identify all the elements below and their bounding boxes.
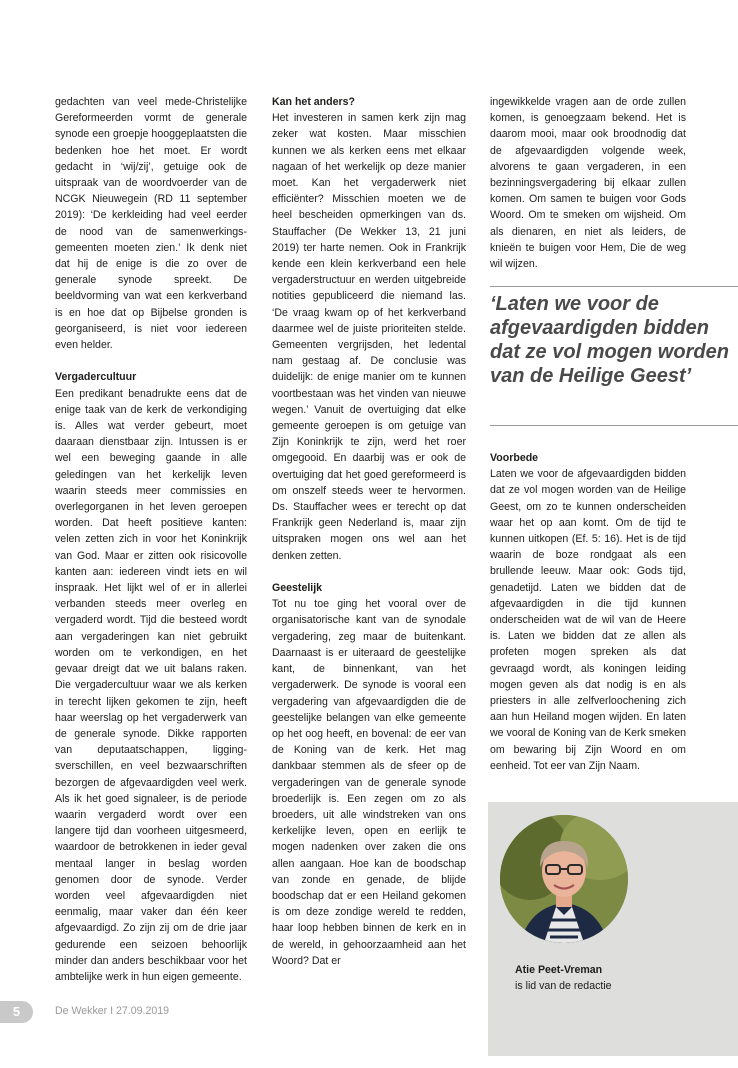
author-photo <box>500 815 628 943</box>
article-column-2 <box>272 94 466 969</box>
pull-quote <box>490 286 738 426</box>
article-column-1 <box>55 94 247 985</box>
body-paragraph: Tot nu toe ging het vooral over de organisatorische kant van de synodale vergadering, zeg maar de buitenkant. Daarnaast is er uiteraard de geestelijke kant, de binnenkant, van het vergaderwerk. De synode is vooral een vergadering van afgevaardigden die de geestelijke belangen van elke gemeente op het oog heeft, en bovenal: de eer van de Koning van de kerk. Het mag dankbaar stemmen als de sfeer op de vergaderingen van de generale synode broederlijk is. Een zegen om zo als broeders, uit alle windstreken van ons kerkelijke leven, open en eerlijk te mogen nadenken over zaken die ons allen aangaan. Hoe kan de boodschap van zonde en genade, de blijde boodschap dat er een Heiland gekomen is om deze zondige wereld te redden, haar loop hebben binnen de kerk en in de wereld, in gehoorzaamheid aan het Woord? Dat er <box>272 598 466 967</box>
body-paragraph: Een predikant benadrukte eens dat de enige taak van de kerk de verkondiging is. Alles wat verder gebeurt, moet daaraan dienstbaar zijn. Intussen is er wel een beweging gaande in alle geledingen van het kerkelijk leven waarin steeds meer commissies en overlegorganen in het leven geroepen worden. Dat heeft positieve kanten: velen zetten zich in voor het Koninkrijk van God. Maar er zitten ook risicovolle kanten aan: iedereen vindt iets en wil inspraak. Het lijkt wel of er in allerlei verbanden steeds meer overleg en vergaderd wordt. Tijd die besteed wordt aan vergaderingen kan niet gebruikt worden om te verkondigen, en het gevaar dreigt dat we uit balans raken. Die vergadercultuur waar we als kerken in terecht lijken gekomen te zijn, heeft haar weerslag op het vergaderwerk van de generale synode. Dikke rapporten van deputaatschappen, liggingsverschillen, en veel bezwaarschriften bezorgen de afgevaardigden veel werk. Als ik het goed signaleer, is de periode waarin vergaderd wordt over een langere tijd dan voorheen uitgesmeerd, waardoor de betrokkenen in ieder geval mentaal langer in beslag worden genomen door de synode. Verder worden veel afgevaardigden niet eenmalig, maar vaker dan één keer afgevaardigd. Zo zijn zij om de drie jaar gedurende een seizoen behoorlijk minder dan anders beschikbaar voor het ambtelijke werk in hun eigen gemeente. <box>55 387 247 983</box>
author-portrait-icon <box>500 815 628 943</box>
page-number: 5 <box>0 1001 33 1023</box>
author-role: is lid van de redactie <box>515 980 612 992</box>
body-paragraph: ingewikkelde vragen aan de orde zullen komen, is genoegzaam bekend. Het is daarom mooi, maar ook broodnodig dat de afgevaardigden volgende week, alvorens te gaan vergaderen, in een bezinningsvergadering bij elkaar zullen komen. Om samen te buigen voor Gods Woord. Om te smeken om wijsheid. Om als dienaren, en niet als leiders, de knieën te buigen voor Hem, Die de weg wil wijzen. <box>490 96 686 271</box>
body-paragraph: Laten we voor de afgevaardigden bidden dat ze vol mogen worden van de Heilige Geest, om zo te kunnen onderscheiden waar het op aan komt. Om de tijd te kunnen uitkopen (Ef. 5: 16). Het is de tijd waarin de boze rondgaat als een brullende leeuw. Maar ook: Gods tijd, genadetijd. Laten we bidden dat de afgevaardigden in die tijd kunnen onderscheiden wat de wil van de Heere is. Laten we bidden dat ze allen als profeten mogen spreken als dat gevraagd wordt, als koningen leiding mogen geven als dat nodig is en als priesters in alle zelfverloochening zich aan hun Heiland mogen wijden. En laten we vooral de Koning van de Kerk smeken om bewaring bij Zijn Woord en om eenheid. Tot eer van Zijn Naam. <box>490 468 686 772</box>
section-heading-vergadercultuur: Vergadercultuur <box>55 371 137 384</box>
body-paragraph: gedachten van veel mede-Christelijke Gereformeerden vormt de generale synode een groepje hooggeplaatsten die bedenken hoe het moet. Er wordt gedacht in ‘wij/zij’, getuige ook de uitspraak van de woordvoerder van de NCGK Nieuwegein (RD 11 september 2019): ‘De kerkleiding had veel eerder de nood van de samenwerkingsgemeenten moeten zien.’ Ik denk niet dat hij de enige is die zo over de generale synode spreekt. De beeldvorming van wat een kerkverband is en hoe dat op Bijbelse gronden is georganiseerd, is niet voor iedereen even helder. <box>55 96 247 352</box>
article-column-3-top <box>490 94 686 272</box>
footer-publication-date: De Wekker I 27.09.2019 <box>55 1005 170 1017</box>
section-heading-geestelijk: Geestelijk <box>272 582 323 595</box>
section-heading-voorbede: Voorbede <box>490 452 539 464</box>
pull-quote-text: ‘Laten we voor de afgevaardigden bidden dat ze vol mogen worden van de Heilige Geest’ <box>490 293 729 387</box>
article-column-3-bottom <box>490 450 686 774</box>
author-name: Atie Peet-Vreman <box>515 964 603 976</box>
body-paragraph: Het investeren in samen kerk zijn mag zeker wat kosten. Maar misschien kunnen we als kerken eens met elkaar nagaan of het werkelijk op deze manier moet. Kan het vergaderwerk niet efficiënter? Misschien moeten we de heel bescheiden opmerkingen van ds. Stauffacher (De Wekker 13, 21 juni 2019) ter harte nemen. Ook in Frankrijk kende een klein kerkverband een hele vergaderstructuur en werden uitgebreide notities gepubliceerd die niemand las. ‘De vraag kwam op of het kerkverband daarmee wel de juiste prioriteiten stelde. Gemeenten vergrijsden, het ledental nam gestaag af. De conclusie was duidelijk: de enige manier om te kunnen voortbestaan was het vinden van nieuwe wegen.’ Vanuit de overtuiging dat elke gemeente geroepen is om getuige van Zijn Koninkrijk te zijn, werd het roer omgegooid. En daarbij was er ook de overtuiging dat het goed gereformeerd is om onszelf steeds weer te hervormen. Ds. Stauffacher wees er terecht op dat Frankrijk geen Nederland is, maar zijn uitspraken mogen ons wel aan het denken zetten. <box>272 112 466 562</box>
section-heading-kan-het-anders: Kan het anders? <box>272 96 356 108</box>
